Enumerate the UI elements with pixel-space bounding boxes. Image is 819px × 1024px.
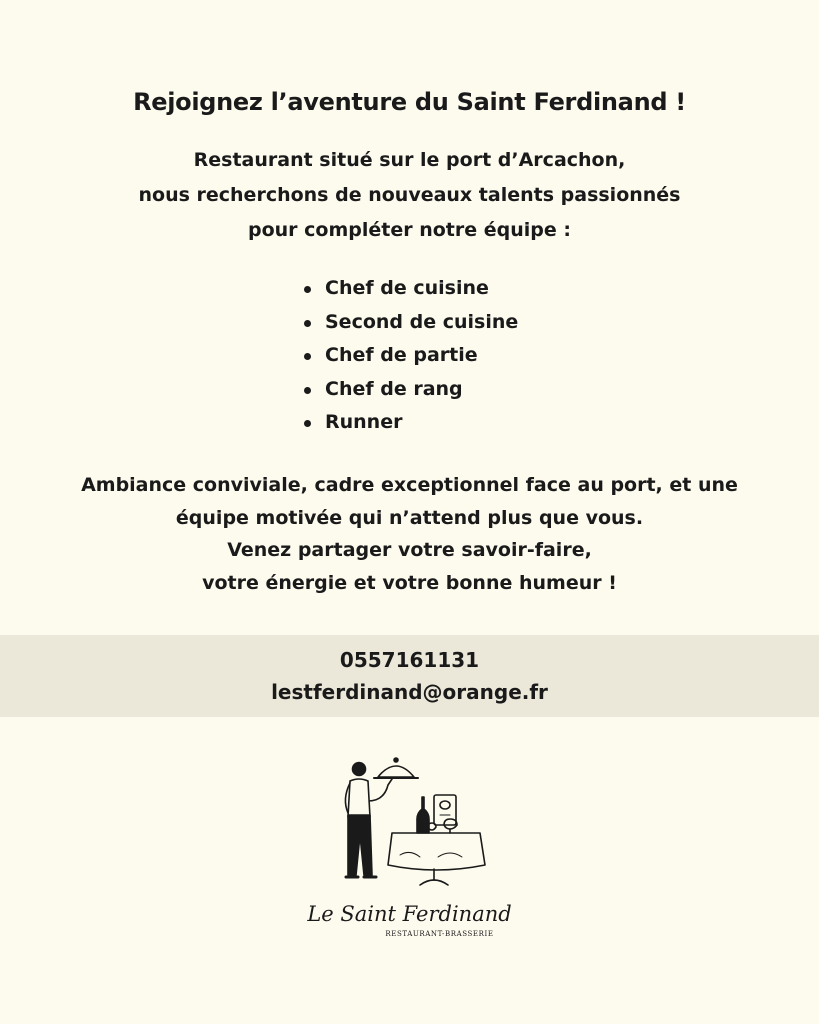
list-item: [302, 272, 518, 306]
bullet-icon: [304, 353, 311, 360]
outro-line: équipe motivée qui n’attend plus que vous.: [175, 506, 644, 529]
bullet-icon: [304, 286, 311, 293]
outro-line: votre énergie et votre bonne humeur !: [202, 571, 617, 594]
intro-line: pour compléter notre équipe :: [248, 219, 571, 241]
job-label: Chef de partie: [325, 344, 478, 366]
bullet-icon: [304, 420, 311, 427]
list-item: [302, 339, 518, 373]
job-label: Chef de rang: [325, 377, 463, 400]
outro-line: Ambiance conviviale, cadre exceptionnel face au port, et une: [81, 474, 738, 496]
list-item: [302, 306, 518, 340]
contact-band: [0, 635, 819, 717]
job-list: [302, 272, 518, 440]
outro-line: Venez partager votre savoir-faire,: [227, 539, 592, 561]
logo-name: Le Saint Ferdinand: [307, 902, 512, 926]
bullet-icon: [304, 320, 311, 327]
intro-line: Restaurant situé sur le port d’Arcachon,: [193, 149, 626, 171]
job-label: Second de cuisine: [325, 310, 519, 333]
email-address[interactable]: lestferdinand@orange.fr: [271, 680, 548, 704]
phone-number[interactable]: 0557161131: [339, 648, 480, 672]
intro-text: [0, 143, 819, 248]
bullet-icon: [304, 387, 311, 394]
list-item: [302, 373, 518, 407]
outro-text: [0, 469, 819, 599]
logo-subtitle: RESTAURANT-BRASSERIE: [385, 930, 494, 938]
job-label: Chef de cuisine: [325, 277, 489, 299]
waiter-illustration: [330, 745, 490, 895]
job-label: Runner: [325, 411, 403, 433]
list-item: [302, 406, 518, 440]
intro-line: nous recherchons de nouveaux talents passionnés: [138, 184, 681, 206]
page-title: Rejoignez l’aventure du Saint Ferdinand !: [133, 88, 686, 116]
